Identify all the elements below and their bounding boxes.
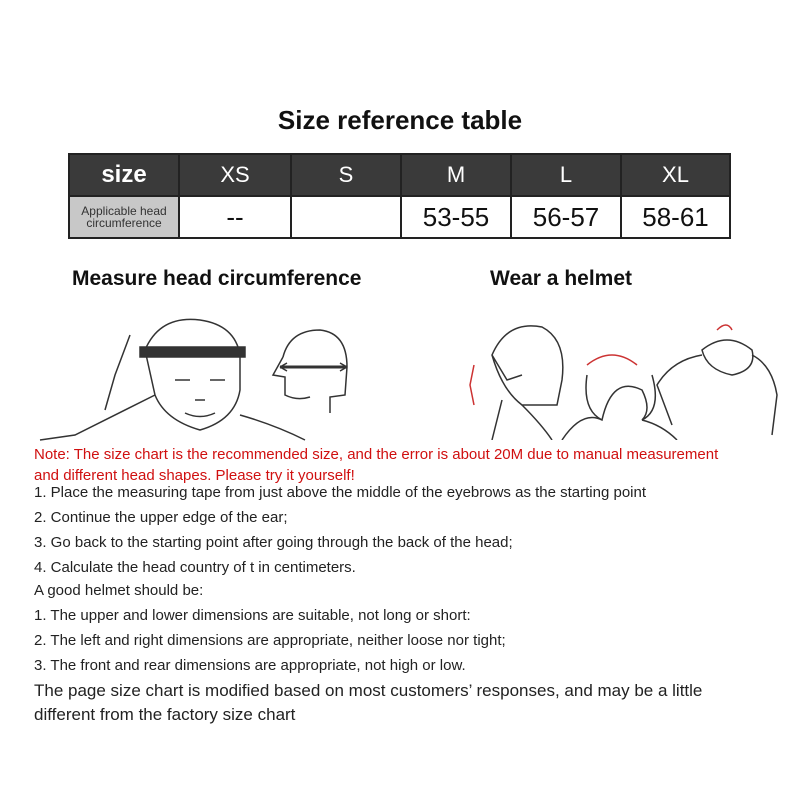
helmet-point: 1. The upper and lower dimensions are suitable, not long or short: <box>34 607 471 624</box>
step-item: 3. Go back to the starting point after going through the back of the head; <box>34 534 513 551</box>
step-item: 4. Calculate the head country of t in centimeters. <box>34 559 356 576</box>
table-header-cell: L <box>511 154 621 196</box>
helmet-heading: A good helmet should be: <box>34 582 204 599</box>
table-header-cell: M <box>401 154 511 196</box>
table-header-cell: XS <box>179 154 291 196</box>
wear-helmet-illustration <box>462 315 792 440</box>
table-header-row <box>69 154 730 196</box>
table-row-label: Applicable head circumference <box>69 196 179 238</box>
note-line: and different head shapes. Please try it yourself! <box>34 467 355 484</box>
step-item: 2. Continue the upper edge of the ear; <box>34 509 288 526</box>
table-header-cell: size <box>69 154 179 196</box>
size-table <box>68 153 731 239</box>
table-row <box>69 196 730 238</box>
table-header-cell: XL <box>621 154 730 196</box>
measure-head-illustration <box>35 305 355 445</box>
table-cell <box>291 196 401 238</box>
page-title: Size reference table <box>277 105 523 135</box>
wear-heading: Wear a helmet <box>490 267 633 290</box>
footer-line: different from the factory size chart <box>34 705 296 724</box>
footer-line: The page size chart is modified based on most customers’ responses, and may be a little <box>34 681 703 700</box>
helmet-point: 3. The front and rear dimensions are appropriate, not high or low. <box>34 657 466 674</box>
note-line: Note: The size chart is the recommended size, and the error is about 20M due to manual measurement <box>34 446 719 463</box>
table-cell: 58-61 <box>621 196 730 238</box>
measure-heading: Measure head circumference <box>72 267 362 290</box>
table-header-cell: S <box>291 154 401 196</box>
table-cell: -- <box>179 196 291 238</box>
table-cell: 56-57 <box>511 196 621 238</box>
step-item: 1. Place the measuring tape from just above the middle of the eyebrows as the starting point <box>34 484 647 501</box>
table-cell: 53-55 <box>401 196 511 238</box>
helmet-point: 2. The left and right dimensions are appropriate, neither loose nor tight; <box>34 632 506 649</box>
